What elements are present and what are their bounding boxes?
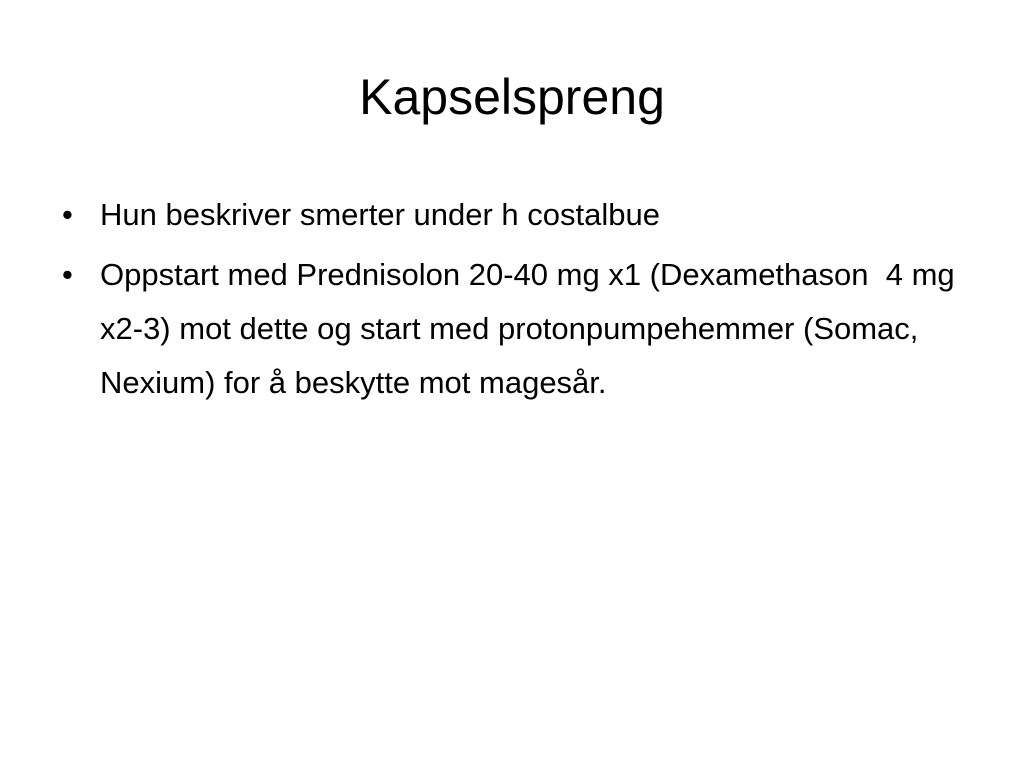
bullet-text: Hun beskriver smerter under h costalbue (100, 197, 660, 232)
bullet-text: Oppstart med Prednisolon 20-40 mg x1 (Dexamethason 4 mg x2-3) mot dette og start med protonpumpehemmer (Somac, Nexium) for å beskytte mot magesår. (100, 257, 964, 400)
slide-title: Kapselspreng (359, 69, 665, 125)
bullet-marker: • (62, 257, 73, 292)
bullet-item (62, 248, 972, 410)
bullet-item (62, 188, 972, 242)
bullet-list (62, 188, 972, 416)
bullet-marker: • (62, 197, 73, 232)
